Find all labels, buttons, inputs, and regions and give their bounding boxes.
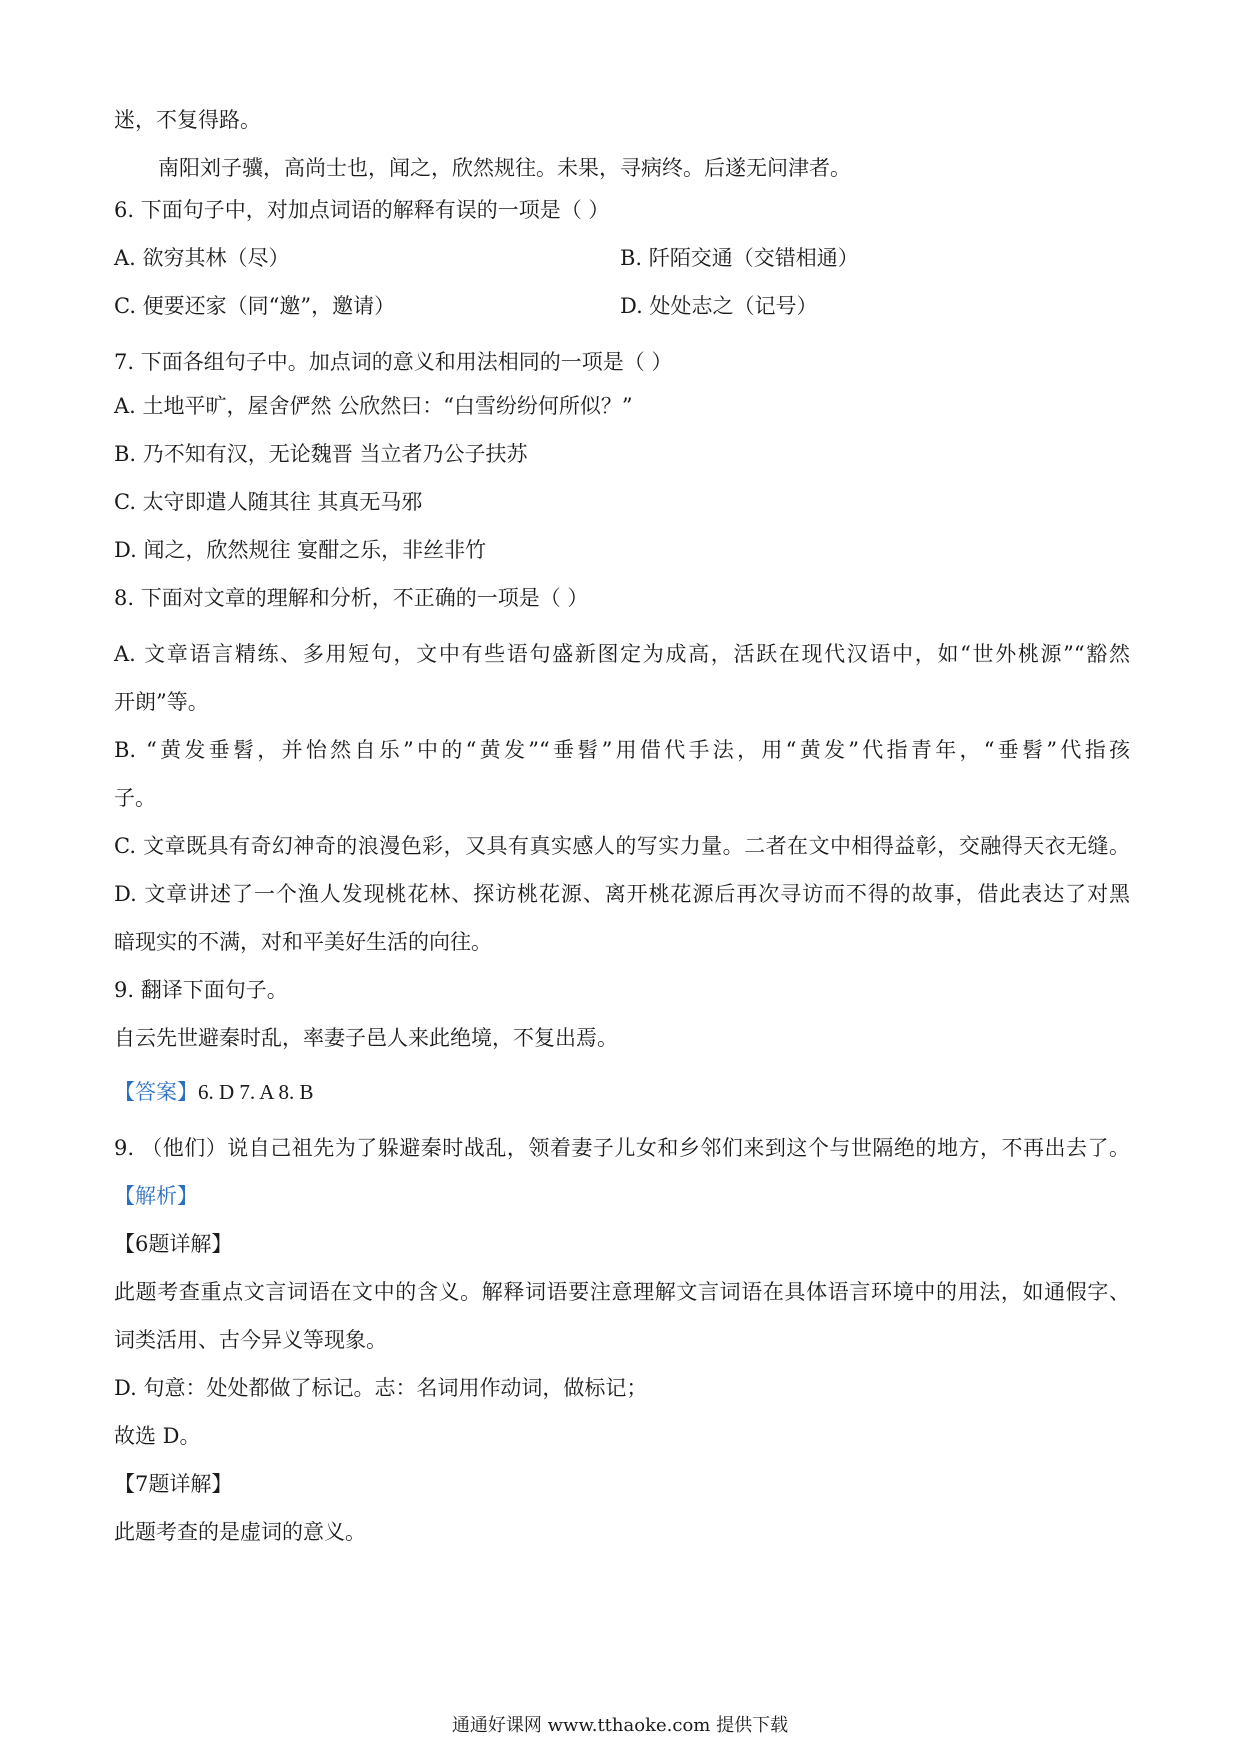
- q8-stem: 8. 下面对文章的理解和分析，不正确的一项是（ ）: [114, 586, 589, 610]
- q7-option-a: A. 土地平旷，屋舍俨然 公欣然曰：“白雪纷纷何所似？”: [114, 394, 633, 418]
- answer-values: 6. D 7. A 8. B: [198, 1080, 314, 1104]
- q6-option-d: D. 处处志之（记号）: [620, 294, 818, 318]
- answer-line: [114, 1078, 314, 1106]
- q7-detail-heading: 【7题详解】: [114, 1472, 233, 1496]
- q6-detail-line-1: 此题考查重点文言词语在文中的含义。解释词语要注意理解文言词语在具体语言环境中的用法，如通假字、: [114, 1280, 1130, 1304]
- passage-line-1: 迷，不复得路。: [114, 108, 261, 132]
- q6-detail-line-4: 故选 D。: [114, 1424, 201, 1448]
- q9-sentence: 自云先世避秦时乱，率妻子邑人来此绝境，不复出焉。: [114, 1026, 618, 1050]
- q6-detail-line-3: D. 句意：处处都做了标记。志：名词用作动词，做标记；: [114, 1376, 648, 1400]
- q6-stem: 6. 下面句子中，对加点词语的解释有误的一项是（ ）: [114, 198, 610, 222]
- page-footer: 通通好课网 www.tthaoke.com 提供下载: [451, 1715, 789, 1736]
- q8-option-a-line-2: 开朗”等。: [114, 690, 209, 714]
- analysis-tag: 【解析】: [114, 1184, 198, 1208]
- answer-q9: 9. （他们）说自己祖先为了躲避秦时战乱，领着妻子儿女和乡邻们来到这个与世隔绝的地方，不再出去了。: [114, 1136, 1130, 1160]
- passage-line-2: 南阳刘子骥，高尚士也，闻之，欣然规往。未果，寻病终。后遂无问津者。: [158, 156, 851, 180]
- q8-option-d-line-1: D. 文章讲述了一个渔人发现桃花林、探访桃花源、离开桃花源后再次寻访而不得的故事，借此表达了对黑: [114, 882, 1130, 906]
- q6-option-a: A. 欲穷其林（尽）: [114, 246, 290, 270]
- q8-option-d-line-2: 暗现实的不满，对和平美好生活的向往。: [114, 930, 492, 954]
- q8-option-a-line-1: A. 文章语言精练、多用短句，文中有些语句盛新图定为成高，活跃在现代汉语中，如“世外桃源”“豁然: [114, 642, 1130, 666]
- q7-option-b: B. 乃不知有汉，无论魏晋 当立者乃公子扶苏: [114, 442, 528, 466]
- q8-option-b-line-2: 子。: [114, 786, 156, 810]
- answer-tag: 【答案】: [114, 1080, 198, 1104]
- q7-detail-line-1: 此题考查的是虚词的意义。: [114, 1520, 366, 1544]
- q9-stem: 9. 翻译下面句子。: [114, 978, 288, 1002]
- q8-option-c-line-1: C. 文章既具有奇幻神奇的浪漫色彩，又具有真实感人的写实力量。二者在文中相得益彰，交融得天衣无缝。: [114, 834, 1130, 858]
- q6-detail-heading: 【6题详解】: [114, 1232, 233, 1256]
- q7-option-d: D. 闻之，欣然规往 宴酣之乐，非丝非竹: [114, 538, 487, 562]
- q6-detail-line-2: 词类活用、古今异义等现象。: [114, 1328, 387, 1352]
- q7-option-c: C. 太守即遣人随其往 其真无马邪: [114, 490, 423, 514]
- q8-option-b-line-1: B. “黄发垂髫，并怡然自乐”中的“黄发”“垂髫”用借代手法，用“黄发”代指青年，“垂髫”代指孩: [114, 738, 1130, 762]
- q6-option-b: B. 阡陌交通（交错相通）: [620, 246, 859, 270]
- q6-option-c: C. 便要还家（同“邀”，邀请）: [114, 294, 396, 318]
- q7-stem: 7. 下面各组句子中。加点词的意义和用法相同的一项是（ ）: [114, 350, 673, 374]
